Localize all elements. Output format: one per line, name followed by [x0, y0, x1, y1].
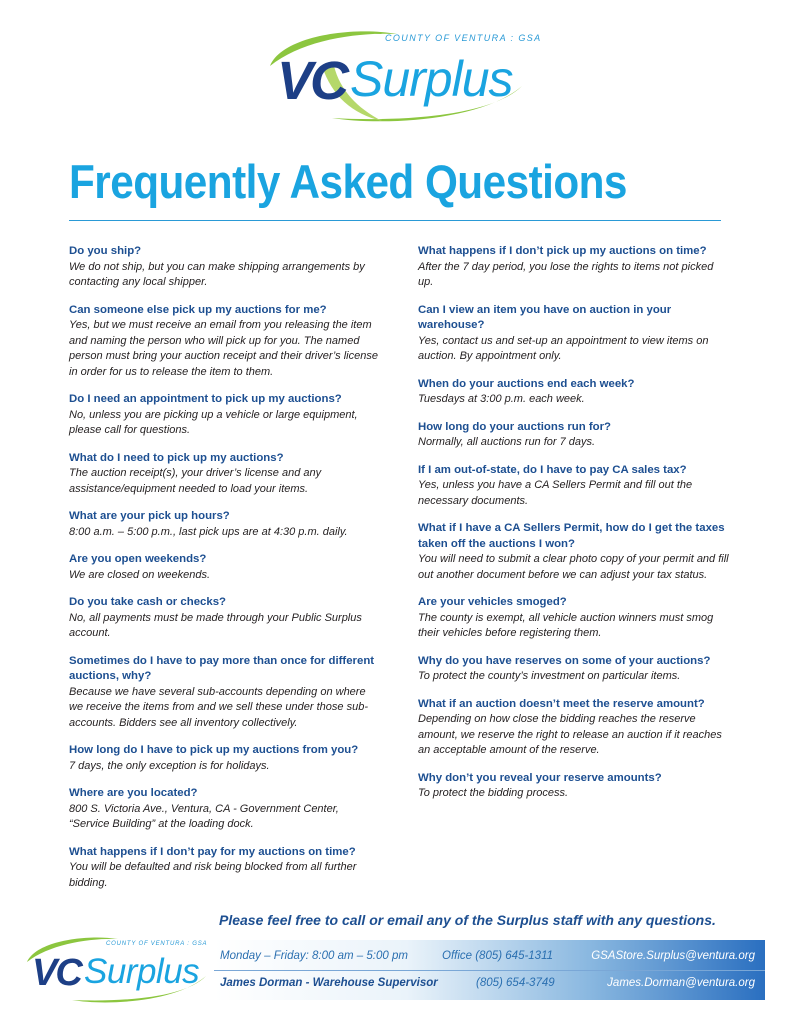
faq-item [418, 697, 730, 759]
faq-item [418, 595, 730, 642]
faq-question: What do I need to pick up my auctions? [69, 451, 284, 464]
faq-question: Why do you have reserves on some of your auctions? [418, 654, 711, 667]
faq-answer: No, unless you are picking up a vehicle or large equipment, please call for questions. [69, 408, 358, 436]
office-phone[interactable]: Office (805) 645-1311 [442, 950, 554, 962]
faq-answer: We do not ship, but you can make shipping arrangements by contacting any local shipper. [69, 260, 365, 288]
supervisor-name: James Dorman - Warehouse Supervisor [220, 977, 438, 989]
faq-answer: The county is exempt, all vehicle auction winners must smog their vehicles before registering them. [418, 611, 714, 639]
faq-item [69, 845, 381, 892]
faq-question: How long do I have to pick up my auctions from you? [69, 744, 359, 756]
faq-answer: You will need to submit a clear photo copy of your permit and fill out another document before we can adjust your tax status. [418, 553, 729, 581]
faq-answer: You will be defaulted and risk being blocked from all further bidding. [69, 861, 357, 889]
vc-surplus-logo [262, 26, 542, 126]
faq-question: Sometimes do I have to pay more than once for different auctions, why? [69, 654, 375, 682]
faq-item [69, 451, 381, 498]
logo-county-text: COUNTY OF VENTURA : GSA [106, 941, 208, 947]
vc-surplus-logo-footer [22, 934, 212, 1006]
faq-item [418, 244, 730, 291]
logo-surplus-text: Surplus [350, 51, 513, 107]
faq-question: Do you ship? [69, 245, 142, 257]
faq-column-right [418, 244, 730, 814]
supervisor-phone[interactable]: (805) 654-3749 [476, 977, 555, 989]
faq-question: When do your auctions end each week? [418, 377, 635, 390]
faq-answer: No, all payments must be made through your Public Surplus account. [69, 611, 362, 639]
faq-answer: The auction receipt(s), your driver’s license and any assistance/equipment needed to load your items. [69, 467, 322, 495]
faq-answer: After the 7 day period, you lose the rights to items not picked up. [418, 260, 714, 288]
faq-column-left [69, 244, 381, 903]
logo-surplus-text: Surplus [84, 952, 200, 991]
faq-item [418, 771, 730, 802]
faq-item [418, 654, 730, 685]
logo-county-text: COUNTY OF VENTURA : GSA [385, 33, 542, 43]
title-divider [69, 220, 721, 221]
faq-answer: 7 days, the only exception is for holidays. [69, 759, 270, 772]
faq-item [418, 303, 730, 365]
faq-item [69, 552, 381, 583]
faq-question: If I am out-of-state, do I have to pay CA sales tax? [418, 463, 687, 476]
faq-answer: Tuesdays at 3:00 p.m. each week. [418, 393, 585, 405]
faq-answer: Because we have several sub-accounts depending on where we receive the items from and we sell these under those sub-accounts. Bidders see all inventory collectively. [69, 685, 368, 729]
page-title: Frequently Asked Questions [69, 155, 627, 208]
faq-question: What if an auction doesn’t meet the reserve amount? [418, 697, 705, 710]
supervisor-email-link[interactable]: James.Dorman@ventura.org [607, 977, 755, 989]
faq-question: Do I need an appointment to pick up my auctions? [69, 393, 342, 405]
faq-item [418, 521, 730, 583]
faq-question: What happens if I don’t pay for my auctions on time? [69, 845, 356, 858]
contact-bar [214, 940, 765, 1000]
faq-question: Do you take cash or checks? [69, 596, 226, 608]
faq-item [69, 244, 381, 291]
faq-answer: To protect the county’s investment on particular items. [418, 670, 681, 682]
faq-answer: Yes, but we must receive an email from you releasing the item and naming the person who will pick up for you. The named person must bring your auction receipt and their driver’s license in order for us to release the item to them. [69, 319, 378, 378]
faq-answer: Normally, all auctions run for 7 days. [418, 436, 596, 448]
footer-message: Please feel free to call or email any of the Surplus staff with any questions. [219, 912, 716, 928]
contact-divider [214, 970, 765, 971]
logo-vc-text: VC [32, 952, 81, 994]
faq-question: Can someone else pick up my auctions for me? [69, 303, 327, 316]
logo-vc-text: VC [277, 51, 347, 111]
faq-item [418, 420, 730, 451]
faq-question: What happens if I don’t pick up my auctions on time? [418, 245, 707, 257]
faq-question: Why don’t you reveal your reserve amounts? [418, 771, 662, 784]
faq-question: What if I have a CA Sellers Permit, how do I get the taxes taken off the auctions I won? [418, 522, 725, 550]
faq-answer: Yes, unless you have a CA Sellers Permit and fill out the necessary documents. [418, 479, 693, 507]
faq-answer: 800 S. Victoria Ave., Ventura, CA - Government Center, “Service Building” at the loading dock. [69, 802, 339, 830]
office-hours: Monday – Friday: 8:00 am – 5:00 pm [220, 950, 408, 962]
faq-item [418, 463, 730, 510]
faq-answer: 8:00 a.m. – 5:00 p.m., last pick ups are at 4:30 p.m. daily. [69, 525, 348, 538]
office-email-link[interactable]: GSAStore.Surplus@ventura.org [591, 950, 755, 962]
faq-item [69, 392, 381, 439]
faq-item [69, 303, 381, 381]
faq-item [69, 786, 381, 833]
faq-item [69, 509, 381, 540]
faq-answer: Depending on how close the bidding reaches the reserve amount, we reserve the right to release an auction if it reaches an acceptable amount of the reserve. [418, 713, 722, 756]
faq-answer: Yes, contact us and set-up an appointment to view items on auction. By appointment only. [418, 334, 709, 362]
faq-item [69, 595, 381, 642]
faq-answer: To protect the bidding process. [418, 787, 569, 799]
faq-question: Are your vehicles smoged? [418, 596, 567, 608]
faq-item [418, 377, 730, 408]
faq-question: Can I view an item you have on auction in your warehouse? [418, 303, 672, 331]
faq-question: Are you open weekends? [69, 553, 207, 565]
faq-question: How long do your auctions run for? [418, 420, 611, 433]
faq-question: What are your pick up hours? [69, 510, 230, 522]
faq-question: Where are you located? [69, 787, 198, 799]
faq-item [69, 743, 381, 774]
faq-answer: We are closed on weekends. [69, 568, 211, 581]
faq-item [69, 654, 381, 732]
